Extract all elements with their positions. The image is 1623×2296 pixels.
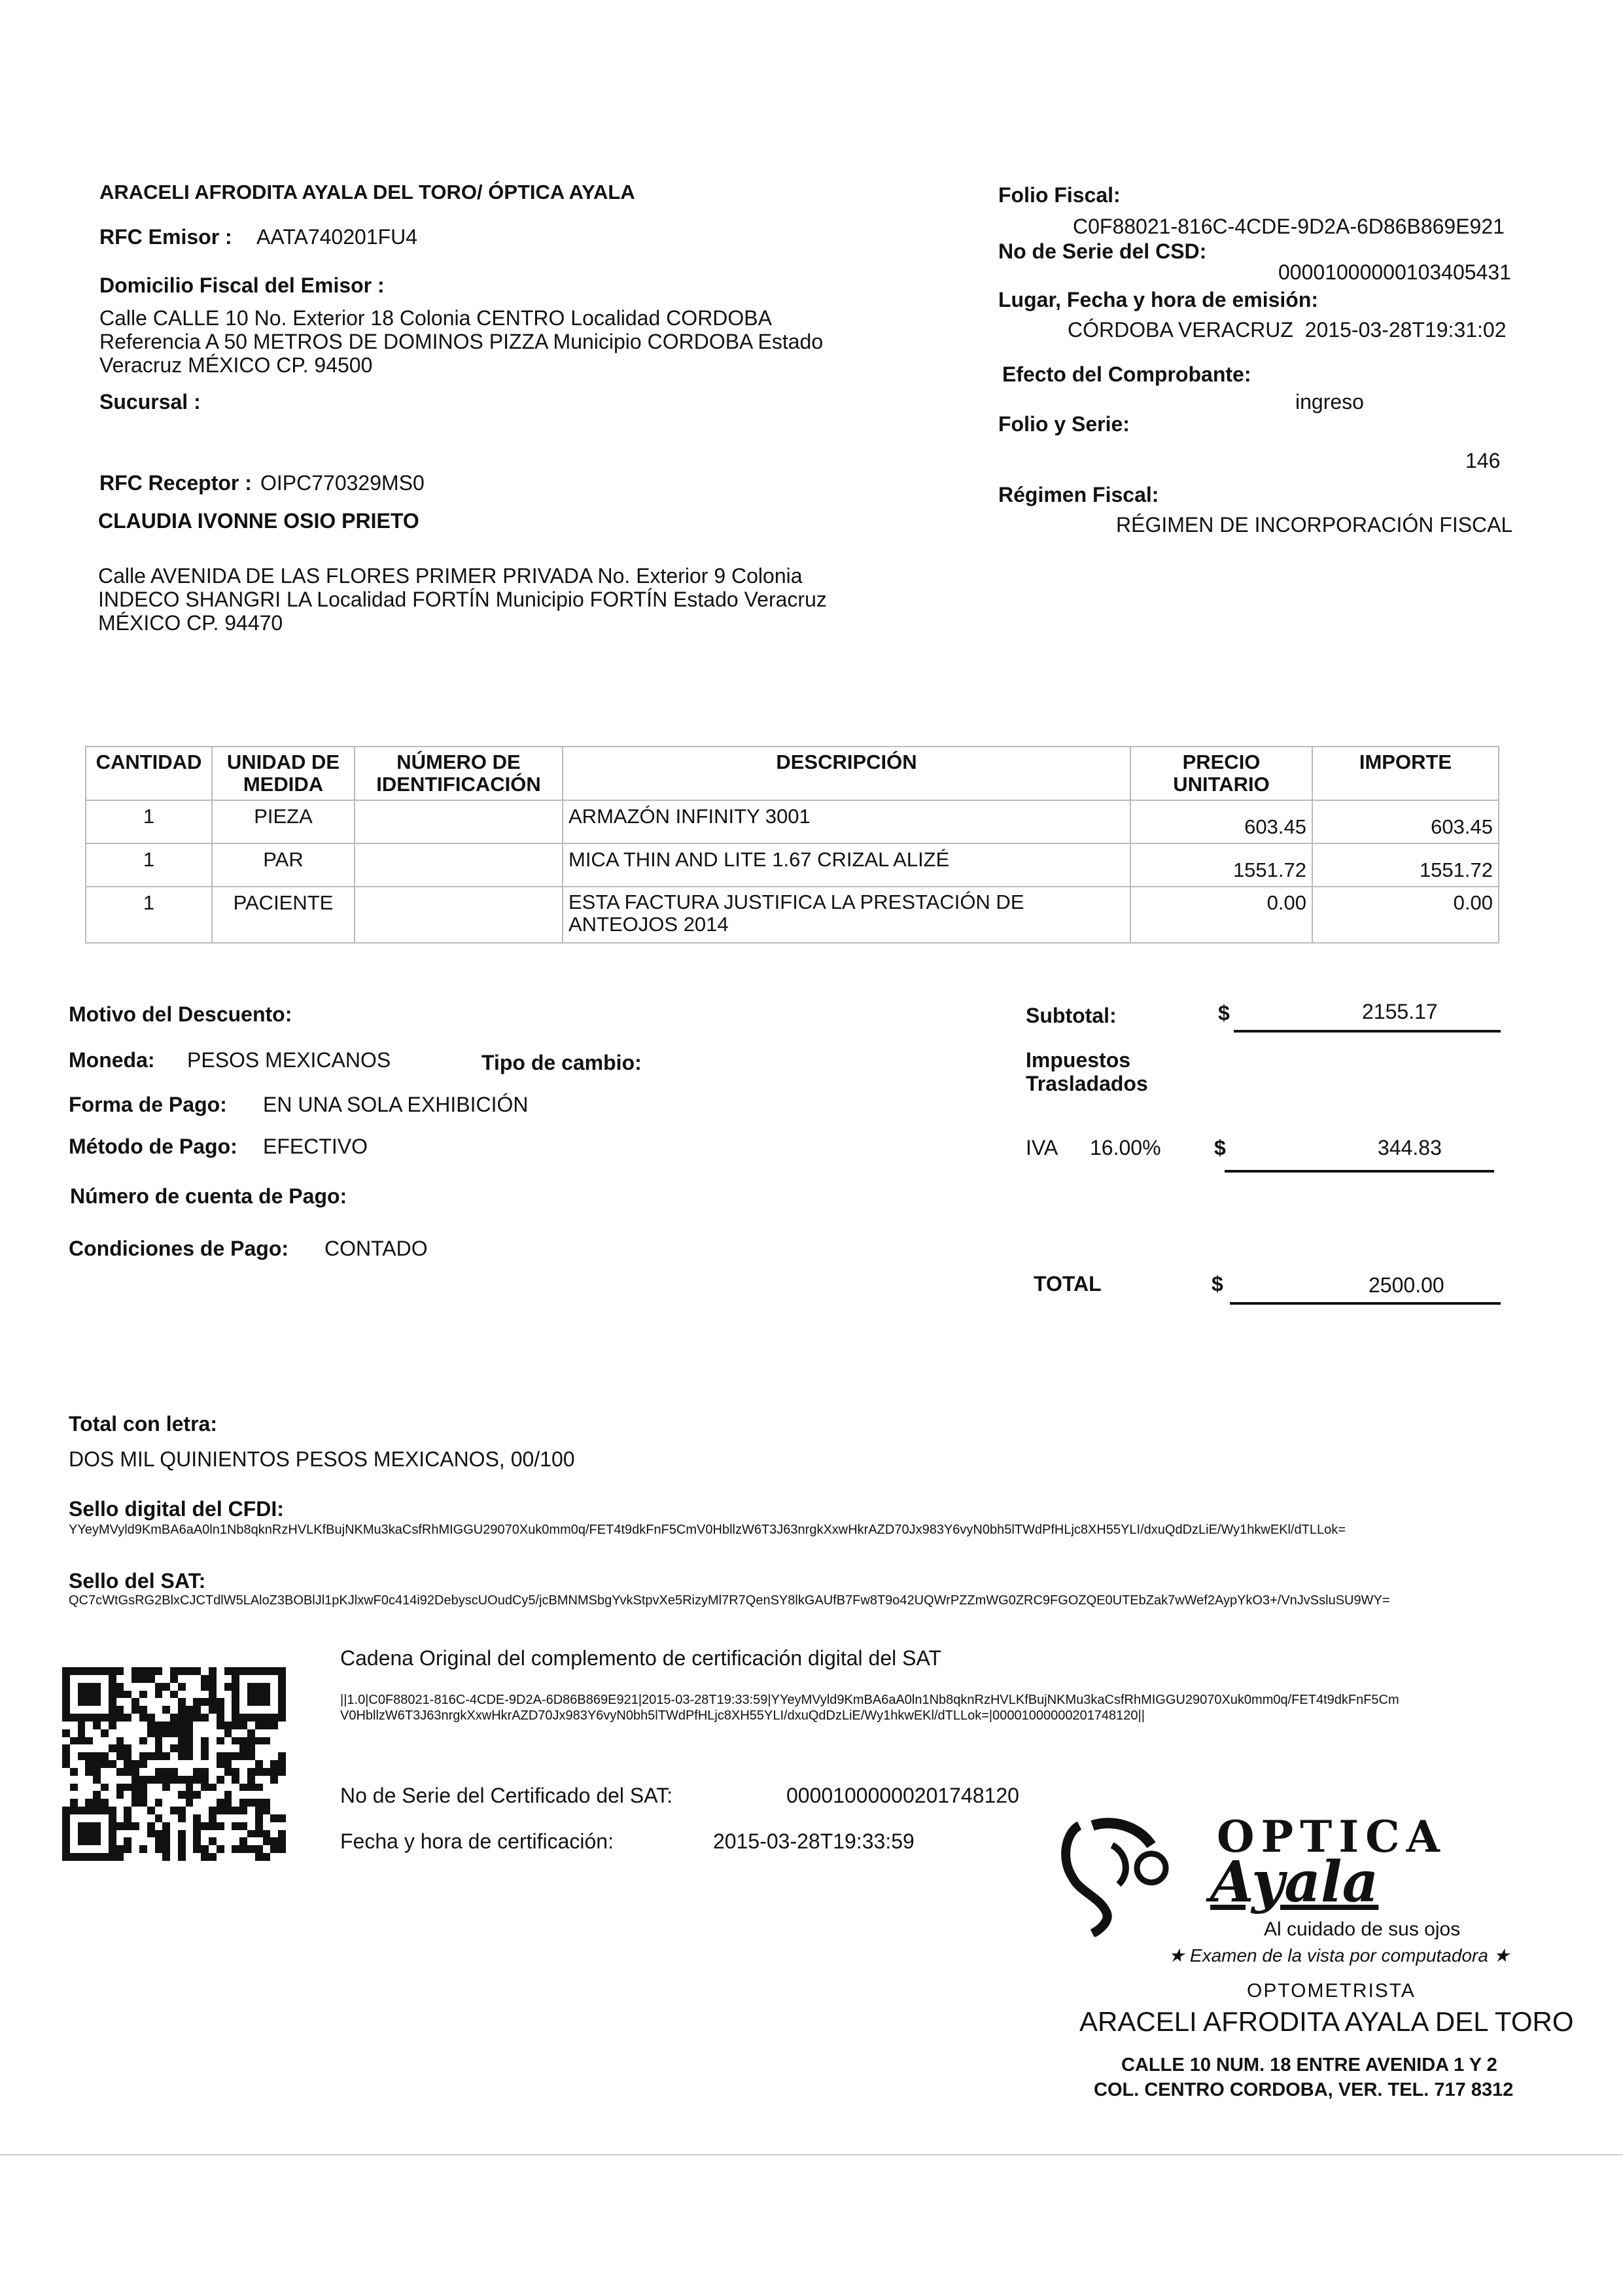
rfc-emisor-value: AATA740201FU4 bbox=[256, 225, 418, 249]
cell-unit: PAR bbox=[212, 843, 355, 887]
folio-fiscal-value: C0F88021-816C-4CDE-9D2A-6D86B869E921 bbox=[1073, 215, 1505, 238]
serie-sat-value: 00001000000201748120 bbox=[786, 1784, 1019, 1807]
total-label: TOTAL bbox=[1034, 1272, 1102, 1296]
receiver-address: Calle AVENIDA DE LAS FLORES PRIMER PRIVADA No. Exterior 9 Colonia INDECO SHANGRI LA Localidad FORTÍN Municipio FORTÍN Estado Veracruz MÉXICO CP. 94470 bbox=[98, 564, 827, 635]
cell-qty: 1 bbox=[86, 887, 212, 943]
folio-fiscal-label: Folio Fiscal: bbox=[998, 183, 1121, 207]
cell-amount: 1551.72 bbox=[1312, 843, 1499, 887]
cell-id bbox=[355, 843, 563, 887]
efecto-value: ingreso bbox=[1295, 390, 1364, 414]
cell-price: 603.45 bbox=[1130, 800, 1312, 843]
sello-sat-value: QC7cWtGsRG2BlxCJCTdlW5LAloZ3BOBlJl1pKJlxwF0c414i92DebyscUOudCy5/jcBMNMSbgYvkStpvXe5RizyMl7R7QenSY8lkGAUfB7Fw8T9o42UQWrPZZmWG0ZRC9FGOZQE0UTEbZak7wWef2AypYkO3+/VnJvSsluSU9WY= bbox=[69, 1593, 1390, 1608]
total-currency: $ bbox=[1212, 1272, 1223, 1296]
subtotal-underline bbox=[1234, 1030, 1501, 1033]
cell-id bbox=[355, 887, 563, 943]
col-numero-identificacion: NÚMERO DE IDENTIFICACIÓN bbox=[355, 747, 563, 800]
condiciones-value: CONTADO bbox=[324, 1237, 428, 1260]
receiver-name: CLAUDIA IVONNE OSIO PRIETO bbox=[98, 509, 419, 533]
efecto-label: Efecto del Comprobante: bbox=[1002, 362, 1251, 386]
cadena-title: Cadena Original del complemento de certificación digital del SAT bbox=[340, 1646, 941, 1670]
moneda-label: Moneda: bbox=[69, 1048, 155, 1072]
iva-underline bbox=[1225, 1170, 1494, 1173]
stamp-exam: ★ Examen de la vista por computadora ★ bbox=[1168, 1945, 1510, 1966]
stamp-exam-text: Examen de la vista por computadora bbox=[1189, 1945, 1488, 1966]
forma-pago-label: Forma de Pago: bbox=[69, 1093, 227, 1116]
table-row bbox=[86, 887, 1499, 943]
domicilio-label: Domicilio Fiscal del Emisor : bbox=[99, 274, 385, 297]
rfc-emisor-label: RFC Emisor : bbox=[99, 225, 232, 249]
fecha-cert-value: 2015-03-28T19:33:59 bbox=[713, 1829, 915, 1853]
issuer-name: ARACELI AFRODITA AYALA DEL TORO/ ÓPTICA AYALA bbox=[99, 181, 635, 203]
cell-price: 1551.72 bbox=[1130, 843, 1312, 887]
regimen-label: Régimen Fiscal: bbox=[998, 483, 1159, 506]
sucursal-label: Sucursal : bbox=[99, 390, 201, 414]
stamp-addr2: COL. CENTRO CORDOBA, VER. TEL. 717 8312 bbox=[1094, 2079, 1514, 2100]
folio-serie-value: 146 bbox=[1465, 449, 1501, 472]
iva-value: 344.83 bbox=[1378, 1136, 1442, 1159]
moneda-value: PESOS MEXICANOS bbox=[187, 1048, 391, 1072]
rfc-receptor-value: OIPC770329MS0 bbox=[260, 471, 425, 495]
cell-unit: PACIENTE bbox=[212, 887, 355, 943]
stamp-brand: OPTICA bbox=[1217, 1811, 1446, 1862]
total-letra-label: Total con letra: bbox=[69, 1412, 217, 1436]
page-edge bbox=[0, 2154, 1623, 2155]
sello-cfdi-label: Sello digital del CFDI: bbox=[69, 1497, 284, 1521]
cadena-value: ||1.0|C0F88021-816C-4CDE-9D2A-6D86B869E921|2015-03-28T19:33:59|YYeyMVyld9KmBA6aA0ln1Nb8qknRzHVLKfBujNKMu3kaCsfRhMIGGU29070Xuk0mm0q/FET4t9dkFnF5CmV0HbllzW6T3J63nrgkXxwHkrAZD70Jx983Y6vyN0bh5lTWdPfHLjc8XH55YLI/dxuQdDzLiE/Wy1hkwEKl/dTLLok=|00001000000201748120|| bbox=[340, 1693, 1399, 1723]
items-table bbox=[85, 746, 1499, 944]
cuenta-pago-label: Número de cuenta de Pago: bbox=[70, 1184, 347, 1208]
condiciones-label: Condiciones de Pago: bbox=[69, 1237, 289, 1260]
qr-code bbox=[62, 1667, 286, 1861]
optica-ayala-stamp bbox=[1053, 1806, 1603, 2133]
subtotal-currency: $ bbox=[1218, 1001, 1230, 1025]
csd-value: 00001000000103405431 bbox=[1278, 260, 1511, 284]
cell-qty: 1 bbox=[86, 843, 212, 887]
table-row bbox=[86, 843, 1499, 887]
stamp-addr1: CALLE 10 NUM. 18 ENTRE AVENIDA 1 Y 2 bbox=[1121, 2055, 1497, 2075]
table-row bbox=[86, 800, 1499, 843]
fecha-cert-label: Fecha y hora de certificación: bbox=[340, 1829, 614, 1853]
stamp-script: Ayala bbox=[1210, 1849, 1379, 1915]
iva-rate: 16.00% bbox=[1090, 1136, 1161, 1159]
issuer-address: Calle CALLE 10 No. Exterior 18 Colonia CENTRO Localidad CORDOBA Referencia A 50 METROS DE DOMINOS PIZZA Municipio CORDOBA Estado Veracruz MÉXICO CP. 94500 bbox=[99, 306, 824, 377]
forma-pago-value: EN UNA SOLA EXHIBICIÓN bbox=[263, 1093, 529, 1116]
cell-amount: 603.45 bbox=[1312, 800, 1499, 843]
lugar-value: CÓRDOBA VERACRUZ 2015-03-28T19:31:02 bbox=[1068, 318, 1507, 342]
total-underline bbox=[1230, 1302, 1501, 1305]
sello-sat-label: Sello del SAT: bbox=[69, 1569, 206, 1593]
iva-currency: $ bbox=[1214, 1136, 1226, 1159]
cell-id bbox=[355, 800, 563, 843]
col-precio-unitario: PRECIO UNITARIO bbox=[1130, 747, 1312, 800]
stamp-role: OPTOMETRISTA bbox=[1247, 1980, 1416, 2002]
metodo-pago-label: Método de Pago: bbox=[69, 1135, 237, 1158]
motivo-label: Motivo del Descuento: bbox=[69, 1002, 292, 1026]
folio-serie-label: Folio y Serie: bbox=[998, 412, 1130, 436]
cell-desc: ESTA FACTURA JUSTIFICA LA PRESTACIÓN DE ANTEOJOS 2014 bbox=[563, 887, 1130, 943]
cell-unit: PIEZA bbox=[212, 800, 355, 843]
metodo-pago-value: EFECTIVO bbox=[263, 1135, 368, 1158]
total-letra-value: DOS MIL QUINIENTOS PESOS MEXICANOS, 00/100 bbox=[69, 1447, 575, 1471]
cell-price: 0.00 bbox=[1130, 887, 1312, 943]
subtotal-value: 2155.17 bbox=[1362, 1000, 1438, 1023]
tipo-cambio-label: Tipo de cambio: bbox=[481, 1051, 642, 1074]
table-header-row bbox=[86, 747, 1499, 800]
col-cantidad: CANTIDAD bbox=[86, 747, 212, 800]
subtotal-label: Subtotal: bbox=[1026, 1004, 1117, 1027]
stamp-owner: ARACELI AFRODITA AYALA DEL TORO bbox=[1079, 2006, 1574, 2037]
impuestos-label: Impuestos Trasladados bbox=[1026, 1048, 1148, 1095]
total-value: 2500.00 bbox=[1369, 1273, 1444, 1297]
cell-qty: 1 bbox=[86, 800, 212, 843]
col-descripcion: DESCRIPCIÓN bbox=[563, 747, 1130, 800]
cell-desc: MICA THIN AND LITE 1.67 CRIZAL ALIZÉ bbox=[563, 843, 1130, 887]
csd-label: No de Serie del CSD: bbox=[998, 239, 1207, 263]
cell-desc: ARMAZÓN INFINITY 3001 bbox=[563, 800, 1130, 843]
eye-glasses-logo-icon bbox=[1053, 1806, 1191, 1937]
col-unidad: UNIDAD DE MEDIDA bbox=[212, 747, 355, 800]
lugar-label: Lugar, Fecha y hora de emisión: bbox=[998, 288, 1319, 311]
rfc-receptor-label: RFC Receptor : bbox=[99, 471, 252, 495]
serie-sat-label: No de Serie del Certificado del SAT: bbox=[340, 1784, 673, 1807]
iva-label: IVA bbox=[1026, 1136, 1058, 1159]
stamp-tagline: Al cuidado de sus ojos bbox=[1264, 1918, 1461, 1940]
regimen-value: RÉGIMEN DE INCORPORACIÓN FISCAL bbox=[1116, 513, 1513, 537]
col-importe: IMPORTE bbox=[1312, 747, 1499, 800]
sello-cfdi-value: YYeyMVyld9KmBA6aA0ln1Nb8qknRzHVLKfBujNKMu3kaCsfRhMIGGU29070Xuk0mm0q/FET4t9dkFnF5CmV0HbllzW6T3J63nrgkXxwHkrAZD70Jx983Y6vyN0bh5lTWdPfHLjc8XH55YLI/dxuQdDzLiE/Wy1hkwEKl/dTLLok= bbox=[69, 1523, 1346, 1537]
cell-amount: 0.00 bbox=[1312, 887, 1499, 943]
